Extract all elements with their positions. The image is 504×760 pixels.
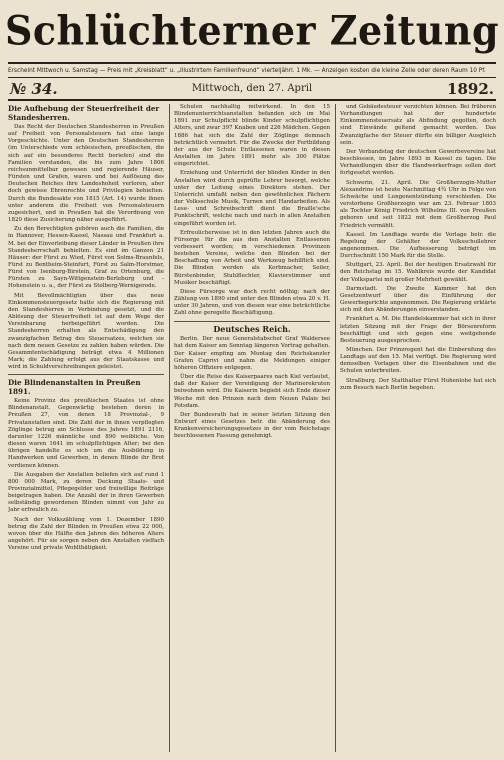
section-heading-deutsches-reich: Deutsches Reich. <box>213 324 291 335</box>
issue-number: № 34. <box>10 80 58 98</box>
issue-year: 1892. <box>447 80 494 98</box>
article-paragraph: Diese Fürsorge war doch recht nöthig; nach der Zählung von 1890 sind unter den Blinden etwa 20 v. H. unter 30 Jahren, und von diesen war eine beträchtliche Zahl ohne geregelte Beschäftigung. <box>174 288 330 317</box>
article-paragraph: München. Der Prinzregent hat die Einberufung des Landtags auf den 15. Mai verfügt. Die Regierung wird demselben Vorlagen über die Eisenbahnen und die Schulen unterbreiten. <box>340 347 496 375</box>
article-paragraph: Erziehung und Unterricht der blinden Kinder in den Anstalten wird durch geprüfte Lehrer besorgt, welche unter der Leitung eines Direktors stehen. Der Unterricht umfaßt neben den gewöhnlichen Fächern der Volksschule Musik, Turnen und Handarbeiten. Als Lese- und Schreibschrift dient die Braille'sche Punktschrift, welche nach und nach in allen Anstalten eingeführt worden ist. <box>174 170 330 227</box>
article-paragraph: Nach der Volkszählung vom 1. Dezember 1890 betrug die Zahl der Blinden in Preußen etwa 22 000, wovon über die Hälfte den Jahren des höheren Alters angehört. Für sie sorgen neben den Anstalten vielfach Vereine und private Wohlthätigkeit. <box>8 516 164 552</box>
columns <box>8 104 496 752</box>
article-paragraph: Der Verbandstag der deutschen Gewerbevereine hat beschlossen, im Jahre 1893 in Kassel zu tagen. Die Verhandlungen über die Handwerkerfrage sollen dort fortgesetzt werden. <box>340 148 496 177</box>
subline-rule <box>8 77 496 78</box>
article-paragraph: Der Bundesrath hat in seiner letzten Sitzung den Entwurf eines Gesetzes betr. die Abänderung des Krankenversicherungsgesetzes in der vom Reichstage beschlossenen Fassung genehmigt. <box>174 411 330 440</box>
dateline-rule <box>8 99 496 101</box>
issue-date: Mittwoch, den 27. April <box>191 83 313 94</box>
article-heading-blindenanstalten: Die Blindenanstalten in Preußen 1891. <box>8 378 141 397</box>
article-paragraph: Das Recht der Deutschen Standesherren in Preußen auf Freiheit von Personalsteuern hat eine lange Vorgeschichte. Unter den Deutschen Standesherren (im Unterschiede vom schlesischen, preußischen, die sich auf ein besonderes Recht beriefen) sind die Familien verstanden, die bis zum Jahre 1806 reichsunmittelbar gewesen und regierende Häuser, Fürsten und Grafen, waren und bei Auflösung des Deutschen Reiches ihre Landeshoheit verloren, aber doch gewisse Ehrenrechte und Privilegien behielten. Durch die Bundesakte von 1815 (Art. 14) wurde ihnen unter anderem die Freiheit von Personalsteuern zugesichert, und in Preußen hat die Verordnung von 1820 diese Zusicherung näher ausgeführt. <box>8 124 164 224</box>
newspaper-title: Schlüchterner Zeitung <box>4 6 500 55</box>
article-paragraph: Keine Provinz des preußischen Staates ist ohne Blindenanstalt. Gegenwärtig bestehen deren in Preußen 27, von denen 18 Provinzial-, 9 Privatanstalten sind. Die Zahl der in ihnen verpflegten Zöglinge betrug am Schlusse des Jahres 1891 2116, darunter 1226 männliche und 890 weibliche. Von diesen waren 1641 im schulpflichtigen Alter; bei den übrigen handelte es sich um die Ausbildung in Handwerken und Gewerben, in denen Blinde ihr Brot verdienen können. <box>8 398 164 469</box>
masthead <box>0 0 504 62</box>
article-paragraph: Zu den Berechtigten gehören auch die Familien, die in Hannover, Hessen-Kassel, Nassau und Frankfurt a. M. bei der Einverleibung dieser Länder in Preußen ihre Standesherrschaft behielten. Es sind im Ganzen 21 Häuser: der Fürst zu Wied, Fürst von Solms-Braunfels, Fürst zu Bentheim-Steinfurt, Fürst zu Salm-Horstmar, Fürst von Isenburg-Birstein, Graf zu Ortenburg, die Fürsten zu Sayn-Wittgenstein-Berleburg und -Hohenstein u. a., der Fürst zu Stolberg-Wernigerode. <box>8 226 164 290</box>
article-paragraph: Kassel. Im Landtage wurde die Vorlage betr. die Regelung der Gehälter der Volksschullehrer angenommen. Die Aufbesserung beträgt im Durchschnitt 150 Mark für die Stelle. <box>340 231 496 260</box>
article-paragraph: Schwerin, 21. April. Die Großherzogin-Mutter Alexandrine ist heute Nachmittag 4¾ Uhr in Folge von Schwäche und Lungenentzündung verschieden. Die verstorbene Großherzogin war am 23. Februar 1803 als Tochter König Friedrich Wilhelms III. von Preußen geboren und seit 1822 mit dem Großherzog Paul Friedrich vermählt. <box>340 179 496 229</box>
dateline <box>8 80 496 98</box>
article-heading-steuerfreiheit: Die Aufhebung der Steuerfreiheit der Standesherren. <box>8 104 160 122</box>
top-rule <box>8 62 496 64</box>
article-paragraph: Die Ausgaben der Anstalten beliefen sich auf rund 1 800 000 Mark, zu deren Deckung Staats- und Provinzialmittel, Pflegegelder und freiwillige Beiträge beigetragen haben. Die Anzahl der in ihren Gewerben selbständig gewordenen Blinden nimmt von Jahr zu Jahr erfreulich zu. <box>8 471 164 514</box>
article-paragraph: Frankfurt a. M. Die Handelskammer hat sich in ihrer letzten Sitzung mit der Frage der Börsenreform beschäftigt und sich gegen eine weitgehende Besteuerung ausgesprochen. <box>340 316 496 344</box>
subscription-line: Erscheint Mittwoch u. Samstag — Preis mit „Kreisblatt“ u. „Illustrirtem Familienfreund“ vierteljährl. 1 Mk. — Anzeigen kosten die kleine Zeile oder deren Raum 10 Pf. <box>8 68 486 74</box>
article-paragraph: Schulen nachhaltig mitwirkend. In den 15 Blindenunterrichtsanstalten befanden sich im Mai 1891 zur Schulpflicht blinde Kinder schulpflichtigen Alters, und zwar 397 Knaben und 226 Mädchen. Gegen 1886 hat sich die Zahl der Zöglinge demnach beträchtlich vermehrt. Für die Zwecke der Fortbildung der aus der Schule Entlassenen waren in diesen Anstalten im Jahre 1891 mehr als 300 Plätze eingerichtet. <box>174 104 330 168</box>
article-paragraph: Über die Reise des Kaiserpaares nach Kiel verlautet, daß der Kaiser der Vereidigung der Marinerekruten beiwohnen wird. Die Kaiserin begiebt sich Ende dieser Woche mit den Prinzen nach dem Neuen Palais bei Potsdam. <box>174 374 330 409</box>
article-paragraph: Erfreulicherweise ist in den letzten Jahren auch die Fürsorge für die aus den Anstalten Entlassenen verbessert worden; in verschiedenen Provinzen bestehen Vereine, welche den Blinden bei der Beschaffung von Arbeit und Werkzeug behilflich sind. Die Blinden werden als Korbmacher, Seiler, Bürstenbinder, Stuhlflechter, Klavierstimmer und Musiker beschäftigt. <box>174 229 330 286</box>
column-2 <box>174 104 330 752</box>
column-3 <box>340 104 496 752</box>
article-paragraph: Straßburg. Der Statthalter Fürst Hohenlohe hat sich zum Besuch nach Berlin begeben. <box>340 377 496 391</box>
article-paragraph: Stuttgart, 23. April. Bei der heutigen Ersatzwahl für den Reichstag im 15. Wahlkreis wurde der Kandidat der Volkspartei mit großer Mehrheit gewählt. <box>340 262 496 283</box>
article-separator <box>8 374 164 375</box>
article-paragraph: Mit Bevollmächtigten über das neue Einkommensteuergesetz hatte sich die Regierung mit den Standesherren in Verbindung gesetzt, und die Ablösung der Steuerfreiheit ist auf dem Wege der Vereinbarung herbeigeführt worden. Die Standesherren erhalten als Entschädigung den zwanzigfachen Betrag des Steuersatzes, welchen sie nach dem neuen Gesetze zu zahlen haben würden. Die Gesammtentschädigung beträgt etwa 4 Millionen Mark; die Zahlung erfolgt aus der Staatskasse und wird in Schuldverschreibungen geleistet. <box>8 292 164 371</box>
article-paragraph: Darmstadt. Die Zweite Kammer hat den Gesetzentwurf über die Einführung der Gewerbegerichte angenommen. Die Regierung erklärte sich mit den Abänderungen einverstanden. <box>340 285 496 314</box>
article-paragraph: Berlin. Der neue Generalstabschef Graf Waldersee hat dem Kaiser am Sonntag längeren Vortrag gehalten. Der Kaiser empfing am Montag den Reichskanzler Grafen Caprivi und nahm die Meldungen einiger höheren Offiziere entgegen. <box>174 336 330 371</box>
column-1 <box>8 104 164 752</box>
article-paragraph: und Gebäudesteuer verzichten können. Bei früheren Verhandlungen hat der hundertste Einkommensteuersatz als Abfindung gegolten, doch sind Einwände geltend gemacht worden. Das Zwanzigfache der Steuer dürfte ein billiger Ausgleich sein. <box>340 104 496 146</box>
article-separator <box>174 321 330 322</box>
